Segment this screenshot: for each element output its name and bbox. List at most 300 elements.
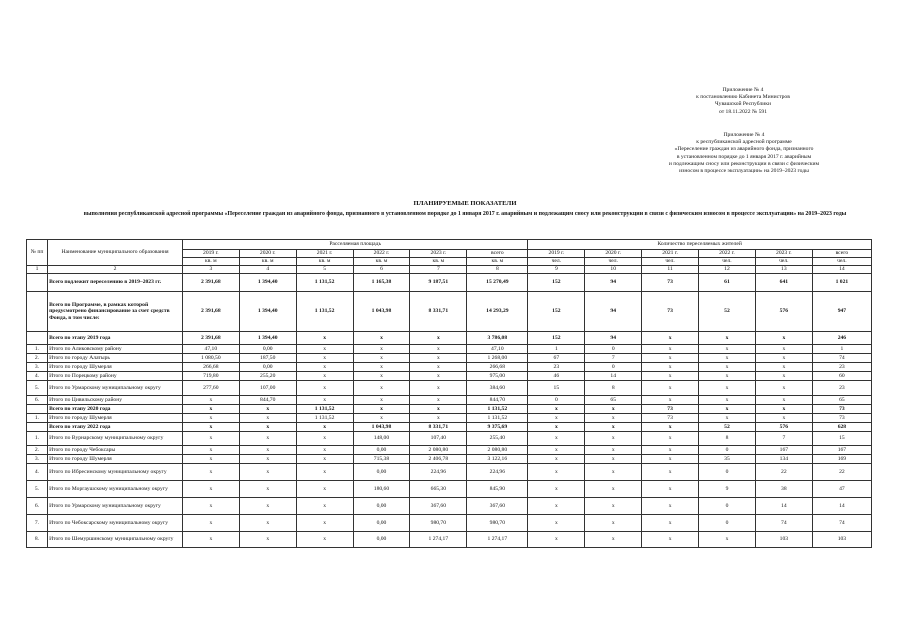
- cell-people: 167: [812, 446, 871, 455]
- cell-people: 152: [528, 332, 585, 345]
- cell-people: x: [755, 405, 812, 414]
- header-column-numbers-row: [27, 266, 872, 274]
- cell-people: x: [699, 405, 756, 414]
- table-row: [27, 532, 872, 548]
- header-unit-area: кв. м: [296, 258, 353, 266]
- cell-area: x: [182, 455, 239, 464]
- row-municipality: Итого по городу Шумерля: [48, 363, 183, 372]
- cell-area: 2 391,68: [182, 292, 239, 332]
- header-unit-area: кв. м: [410, 258, 467, 266]
- cell-area: x: [410, 405, 467, 414]
- row-number: 5.: [27, 381, 48, 396]
- cell-area: 255,20: [239, 372, 296, 381]
- cell-area: x: [296, 464, 353, 481]
- cell-people: 15: [528, 381, 585, 396]
- cell-people: x: [642, 332, 699, 345]
- cell-area: 180,60: [353, 481, 410, 498]
- cell-area: x: [296, 532, 353, 548]
- cell-people: x: [642, 396, 699, 405]
- cell-people: 73: [812, 405, 871, 414]
- table-row: [27, 396, 872, 405]
- row-municipality: Всего по Программе, в рамках которой предусмотрено финансирование за счет средств Фонда, в том числе:: [48, 292, 183, 332]
- header-year-people: 2023 г.: [755, 250, 812, 258]
- row-municipality: Итого по Аликовскому району: [48, 345, 183, 354]
- cell-area: 1 131,52: [467, 405, 528, 414]
- header-unit-people: чел.: [812, 258, 871, 266]
- cell-people: x: [642, 363, 699, 372]
- cell-people: 7: [585, 354, 642, 363]
- row-municipality: Итого по Цивильскому району: [48, 396, 183, 405]
- cell-area: 266,68: [467, 363, 528, 372]
- cell-area: 665,30: [410, 481, 467, 498]
- cell-area: 2 406,78: [410, 455, 467, 464]
- cell-people: x: [585, 423, 642, 432]
- row-municipality: Всего подлежит переселению в 2019–2023 гг.: [48, 274, 183, 292]
- cell-people: 152: [528, 292, 585, 332]
- row-number: 1.: [27, 432, 48, 446]
- cell-area: 1 131,52: [296, 274, 353, 292]
- column-number: 5: [296, 266, 353, 274]
- cell-people: 0: [585, 345, 642, 354]
- cell-people: 14: [812, 498, 871, 515]
- cell-area: 0,00: [353, 515, 410, 532]
- row-number: [27, 332, 48, 345]
- cell-area: x: [410, 354, 467, 363]
- cell-people: x: [755, 354, 812, 363]
- row-municipality: Итого по Вурнарскому муниципальному округу: [48, 432, 183, 446]
- cell-area: x: [353, 405, 410, 414]
- cell-people: x: [699, 354, 756, 363]
- header-area-group: Расселяемая площадь: [182, 240, 528, 250]
- cell-people: 14: [585, 372, 642, 381]
- cell-area: x: [182, 464, 239, 481]
- cell-area: 255,40: [467, 432, 528, 446]
- cell-people: 22: [812, 464, 871, 481]
- header-unit-people: чел.: [585, 258, 642, 266]
- cell-people: x: [642, 455, 699, 464]
- cell-area: x: [296, 481, 353, 498]
- table-row: [27, 423, 872, 432]
- header-unit-area: кв. м: [182, 258, 239, 266]
- column-number: 3: [182, 266, 239, 274]
- cell-area: x: [296, 372, 353, 381]
- column-number: 10: [585, 266, 642, 274]
- cell-people: x: [699, 532, 756, 548]
- cell-area: x: [182, 498, 239, 515]
- row-municipality: Итого по Порецкому району: [48, 372, 183, 381]
- cell-area: 1 394,40: [239, 332, 296, 345]
- cell-area: 2 391,68: [182, 274, 239, 292]
- cell-people: 167: [755, 446, 812, 455]
- cell-people: 9: [699, 481, 756, 498]
- header-people-group: Количество переселяемых жителей: [528, 240, 872, 250]
- row-number: [27, 423, 48, 432]
- cell-people: x: [642, 372, 699, 381]
- cell-people: 0: [699, 446, 756, 455]
- cell-people: 74: [812, 354, 871, 363]
- table-row: [27, 381, 872, 396]
- column-number: 2: [48, 266, 183, 274]
- cell-people: x: [755, 381, 812, 396]
- cell-area: 266,68: [182, 363, 239, 372]
- table-row: [27, 363, 872, 372]
- cell-area: x: [353, 332, 410, 345]
- header-unit-people: чел.: [699, 258, 756, 266]
- cell-people: 74: [812, 515, 871, 532]
- cell-people: 947: [812, 292, 871, 332]
- cell-area: 715,38: [353, 455, 410, 464]
- cell-area: 1 131,52: [296, 292, 353, 332]
- cell-people: x: [528, 515, 585, 532]
- cell-people: 23: [812, 381, 871, 396]
- cell-people: x: [699, 363, 756, 372]
- cell-area: x: [239, 423, 296, 432]
- cell-area: 1 080,50: [182, 354, 239, 363]
- cell-area: 1 268,00: [467, 354, 528, 363]
- cell-area: 1 394,40: [239, 274, 296, 292]
- header-municipality: Наименование муниципального образования: [48, 240, 183, 266]
- cell-area: x: [410, 363, 467, 372]
- column-number: 1: [27, 266, 48, 274]
- cell-area: x: [182, 446, 239, 455]
- cell-people: 641: [755, 274, 812, 292]
- row-municipality: Итого по Ибресинскому муниципальному округу: [48, 464, 183, 481]
- cell-people: 576: [755, 292, 812, 332]
- cell-area: 1 131,52: [296, 405, 353, 414]
- appendix-line: и подлежащим сносу или реконструкции в связи с физическим: [668, 160, 820, 167]
- cell-area: 0,00: [353, 464, 410, 481]
- cell-area: x: [296, 332, 353, 345]
- cell-area: x: [353, 363, 410, 372]
- cell-people: 94: [585, 274, 642, 292]
- cell-area: 367,60: [467, 498, 528, 515]
- cell-people: 152: [528, 274, 585, 292]
- cell-people: x: [585, 532, 642, 548]
- table-row: [27, 292, 872, 332]
- cell-people: 60: [812, 372, 871, 381]
- cell-people: 0: [699, 515, 756, 532]
- header-unit-area: кв. м: [239, 258, 296, 266]
- row-number: 6.: [27, 396, 48, 405]
- header-year-area: 2019 г.: [182, 250, 239, 258]
- cell-area: 1 274,17: [467, 532, 528, 548]
- cell-people: x: [699, 372, 756, 381]
- cell-area: 9 375,69: [467, 423, 528, 432]
- row-number: 8.: [27, 532, 48, 548]
- column-number: 8: [467, 266, 528, 274]
- row-number: [27, 274, 48, 292]
- cell-people: x: [585, 455, 642, 464]
- row-number: [27, 292, 48, 332]
- header-year-area: 2021 г.: [296, 250, 353, 258]
- row-municipality: Всего по этапу 2019 года: [48, 332, 183, 345]
- cell-people: 246: [812, 332, 871, 345]
- cell-area: x: [239, 455, 296, 464]
- cell-area: x: [239, 481, 296, 498]
- row-municipality: Всего по этапу 2020 года: [48, 405, 183, 414]
- cell-area: x: [182, 432, 239, 446]
- cell-people: 0: [585, 363, 642, 372]
- table-row: [27, 405, 872, 414]
- row-number: 2.: [27, 354, 48, 363]
- cell-people: x: [755, 332, 812, 345]
- cell-people: 23: [528, 363, 585, 372]
- cell-area: 1 131,52: [296, 414, 353, 423]
- cell-people: 23: [812, 363, 871, 372]
- document-title: ПЛАНИРУЕМЫЕ ПОКАЗАТЕЛИ: [413, 200, 517, 207]
- cell-people: x: [642, 464, 699, 481]
- cell-area: x: [182, 396, 239, 405]
- row-number: 3.: [27, 455, 48, 464]
- cell-area: 8 331,71: [410, 423, 467, 432]
- cell-area: x: [239, 498, 296, 515]
- cell-area: x: [182, 481, 239, 498]
- cell-people: x: [642, 432, 699, 446]
- row-municipality: Итого по Моргаушскому муниципальному округу: [48, 481, 183, 498]
- cell-people: 1: [812, 345, 871, 354]
- column-number: 7: [410, 266, 467, 274]
- table-row: [27, 515, 872, 532]
- cell-area: x: [182, 414, 239, 423]
- cell-area: 1 165,38: [353, 274, 410, 292]
- header-year-people: 2022 г.: [699, 250, 756, 258]
- cell-area: x: [239, 532, 296, 548]
- header-unit-area: кв. м: [467, 258, 528, 266]
- appendix-line: к постановлению Кабинета Министров: [696, 94, 790, 101]
- header-year-people: 2020 г.: [585, 250, 642, 258]
- cell-area: 975,00: [467, 372, 528, 381]
- header-unit-people: чел.: [642, 258, 699, 266]
- cell-area: x: [239, 446, 296, 455]
- column-number: 4: [239, 266, 296, 274]
- cell-area: x: [296, 432, 353, 446]
- appendix-line: Приложение № 4: [723, 132, 765, 138]
- row-number: 3.: [27, 363, 48, 372]
- row-number: 6.: [27, 498, 48, 515]
- header-unit-area: кв. м: [353, 258, 410, 266]
- cell-people: 94: [585, 292, 642, 332]
- cell-area: 0,00: [353, 446, 410, 455]
- appendix-line: Приложение № 4: [722, 87, 764, 93]
- cell-area: x: [410, 396, 467, 405]
- appendix-line: в установленном порядке до 1 января 2017 г. аварийным: [676, 153, 812, 160]
- table-row: [27, 481, 872, 498]
- cell-area: 0,00: [239, 363, 296, 372]
- appendix-note-1: [668, 87, 818, 116]
- cell-people: 73: [812, 414, 871, 423]
- cell-area: x: [182, 405, 239, 414]
- appendix-line: износом в процессе эксплуатации» на 2019–2023 годы: [679, 168, 809, 175]
- cell-area: 3 786,08: [467, 332, 528, 345]
- cell-area: 1 043,98: [353, 423, 410, 432]
- cell-people: x: [755, 414, 812, 423]
- cell-people: x: [642, 532, 699, 548]
- cell-people: x: [528, 532, 585, 548]
- cell-area: x: [296, 455, 353, 464]
- cell-area: x: [296, 446, 353, 455]
- document-subtitle: выполнения республиканской адресной программы «Переселение граждан из аварийного фонда, признанного в установленном порядке до 1 января 2017 г. аварийным и подлежащим сносу или реконструкции в связи с физическим износом в процессе эксплуатации» на 2019–2023 годы: [83, 211, 847, 217]
- table-row: [27, 498, 872, 515]
- cell-people: 74: [755, 515, 812, 532]
- cell-people: 0: [699, 464, 756, 481]
- column-number: 6: [353, 266, 410, 274]
- cell-area: 0,00: [353, 532, 410, 548]
- row-municipality: Итого по городу Чебоксары: [48, 446, 183, 455]
- cell-area: 367,60: [410, 498, 467, 515]
- cell-people: x: [585, 515, 642, 532]
- table-row: [27, 274, 872, 292]
- cell-area: x: [296, 363, 353, 372]
- cell-area: 0,00: [239, 345, 296, 354]
- cell-area: x: [410, 332, 467, 345]
- cell-area: 2 080,80: [467, 446, 528, 455]
- table-row: [27, 414, 872, 423]
- cell-area: x: [296, 515, 353, 532]
- cell-people: 94: [585, 332, 642, 345]
- cell-people: x: [528, 464, 585, 481]
- header-year-area: 2020 г.: [239, 250, 296, 258]
- cell-people: x: [585, 414, 642, 423]
- cell-people: 1 021: [812, 274, 871, 292]
- cell-area: 8 331,71: [410, 292, 467, 332]
- header-year-area: 2023 г.: [410, 250, 467, 258]
- table-row: [27, 372, 872, 381]
- cell-people: 73: [642, 274, 699, 292]
- cell-area: 844,70: [467, 396, 528, 405]
- row-number: 1.: [27, 414, 48, 423]
- cell-people: 46: [528, 372, 585, 381]
- cell-people: x: [642, 381, 699, 396]
- cell-area: x: [296, 498, 353, 515]
- cell-area: x: [239, 515, 296, 532]
- cell-people: x: [528, 455, 585, 464]
- row-municipality: Итого по городу Алатырь: [48, 354, 183, 363]
- cell-area: 1 043,98: [353, 292, 410, 332]
- cell-people: 65: [812, 396, 871, 405]
- cell-people: x: [755, 372, 812, 381]
- cell-area: x: [239, 405, 296, 414]
- cell-people: 61: [699, 274, 756, 292]
- cell-area: 277,60: [182, 381, 239, 396]
- cell-area: x: [296, 345, 353, 354]
- cell-area: 187,50: [239, 354, 296, 363]
- cell-area: 1 274,17: [410, 532, 467, 548]
- cell-area: x: [239, 414, 296, 423]
- cell-people: 38: [755, 481, 812, 498]
- cell-area: 1 131,52: [467, 414, 528, 423]
- cell-area: x: [353, 354, 410, 363]
- cell-people: x: [642, 498, 699, 515]
- cell-people: 73: [642, 405, 699, 414]
- cell-area: x: [353, 372, 410, 381]
- row-number: 2.: [27, 446, 48, 455]
- table-row: [27, 432, 872, 446]
- cell-people: x: [528, 498, 585, 515]
- cell-people: 0: [699, 498, 756, 515]
- indicators-table: [26, 239, 872, 548]
- table-row: [27, 446, 872, 455]
- row-number: 4.: [27, 464, 48, 481]
- cell-area: x: [182, 423, 239, 432]
- table-row: [27, 354, 872, 363]
- cell-people: x: [642, 446, 699, 455]
- cell-people: 628: [812, 423, 871, 432]
- cell-area: 224,96: [467, 464, 528, 481]
- cell-area: x: [182, 532, 239, 548]
- cell-area: 1 394,40: [239, 292, 296, 332]
- cell-people: x: [755, 396, 812, 405]
- cell-people: x: [642, 345, 699, 354]
- row-number: 7.: [27, 515, 48, 532]
- row-number: 1.: [27, 345, 48, 354]
- row-municipality: Всего по этапу 2022 года: [48, 423, 183, 432]
- cell-area: x: [353, 414, 410, 423]
- cell-people: 103: [755, 532, 812, 548]
- cell-area: 3 122,16: [467, 455, 528, 464]
- cell-people: 67: [528, 354, 585, 363]
- cell-area: x: [296, 354, 353, 363]
- cell-people: x: [755, 363, 812, 372]
- cell-people: 22: [755, 464, 812, 481]
- cell-people: x: [642, 354, 699, 363]
- cell-area: 9 187,51: [410, 274, 467, 292]
- cell-people: 576: [755, 423, 812, 432]
- row-municipality: Итого по Урмарскому муниципальному округу: [48, 381, 183, 396]
- cell-people: x: [699, 332, 756, 345]
- cell-people: x: [585, 481, 642, 498]
- cell-people: 7: [755, 432, 812, 446]
- cell-people: 65: [585, 396, 642, 405]
- cell-people: x: [528, 423, 585, 432]
- cell-people: x: [585, 405, 642, 414]
- cell-area: x: [239, 464, 296, 481]
- header-year-people: всего: [812, 250, 871, 258]
- cell-area: 15 270,49: [467, 274, 528, 292]
- cell-people: x: [528, 481, 585, 498]
- cell-people: x: [642, 481, 699, 498]
- appendix-line: «Переселение граждан из аварийного фонда, признанного: [674, 146, 814, 153]
- cell-area: x: [182, 515, 239, 532]
- cell-people: 52: [699, 292, 756, 332]
- cell-area: x: [296, 423, 353, 432]
- cell-people: x: [585, 498, 642, 515]
- column-number: 14: [812, 266, 871, 274]
- cell-people: x: [528, 405, 585, 414]
- row-municipality: Итого по Чебоксарскому муниципальному округу: [48, 515, 183, 532]
- header-year-area: всего: [467, 250, 528, 258]
- cell-area: x: [353, 345, 410, 354]
- header-unit-people: чел.: [755, 258, 812, 266]
- table-row: [27, 345, 872, 354]
- column-number: 9: [528, 266, 585, 274]
- cell-people: x: [585, 446, 642, 455]
- row-municipality: Итого по Шемуршинскому муниципальному округу: [48, 532, 183, 548]
- appendix-note-2: [624, 132, 864, 175]
- header-year-area: 2022 г.: [353, 250, 410, 258]
- appendix-line: к республиканской адресной программе: [696, 139, 792, 146]
- table-row: [27, 464, 872, 481]
- row-number: [27, 405, 48, 414]
- row-municipality: Итого по городу Шумерля: [48, 414, 183, 423]
- cell-people: 14: [755, 498, 812, 515]
- cell-area: 107,00: [239, 381, 296, 396]
- cell-area: 719,80: [182, 372, 239, 381]
- cell-people: 73: [642, 292, 699, 332]
- row-number: 4.: [27, 372, 48, 381]
- cell-area: 47,10: [182, 345, 239, 354]
- cell-people: x: [699, 381, 756, 396]
- header-no: № пп: [27, 240, 48, 266]
